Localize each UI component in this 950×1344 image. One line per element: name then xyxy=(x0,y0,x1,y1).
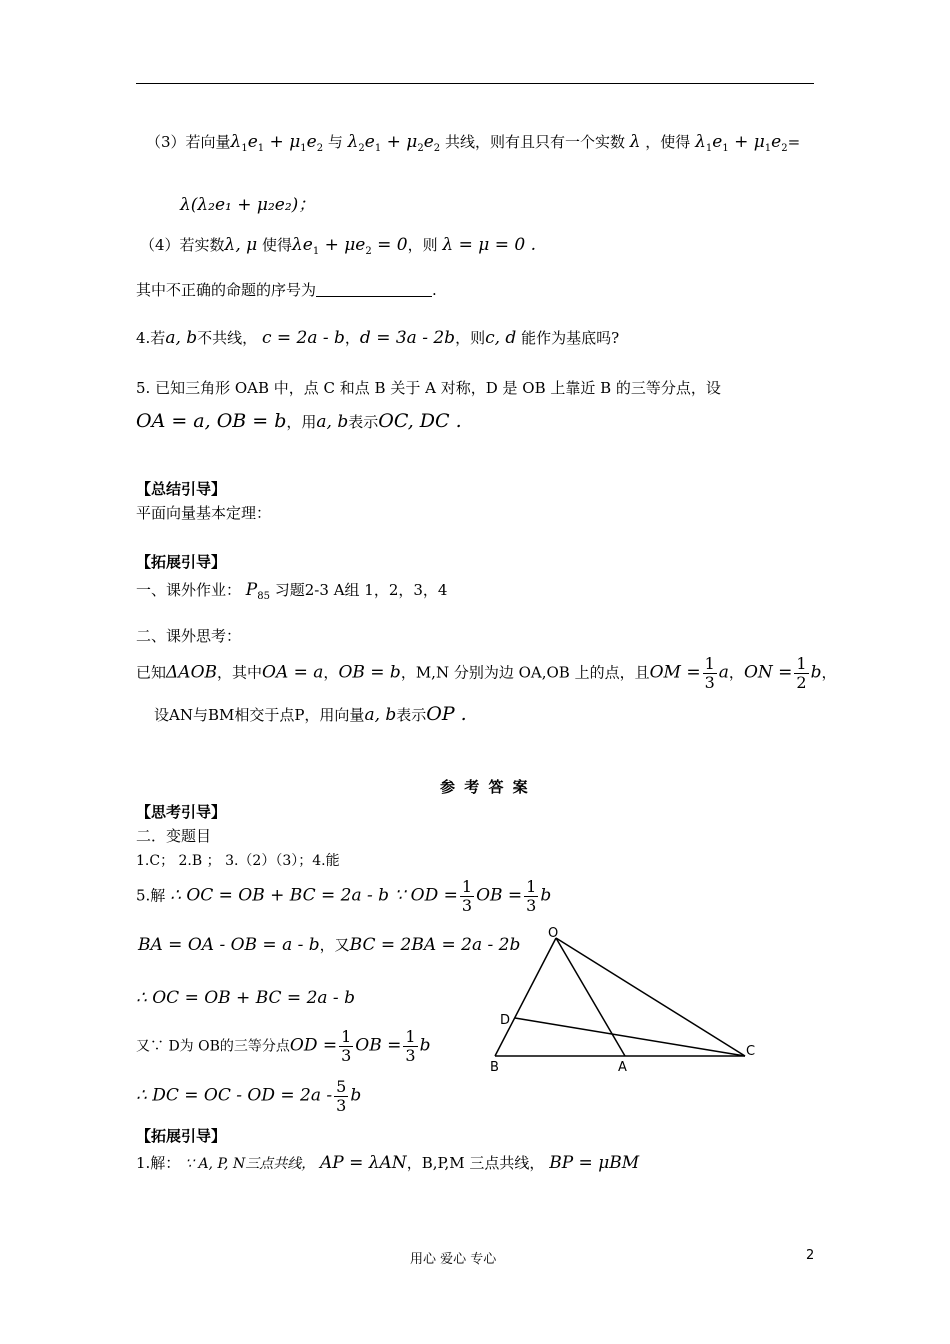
label-C: C xyxy=(746,1044,756,1059)
think-problem-line1: 已知ΔAOB，其中OA = a，OB = b，M,N 分别为边 OA,OB 上的点，且OM = $\frac{1}{3}$ a，ON = $\frac{1}{2}$ b， xyxy=(136,654,837,692)
answers-title: 参 考 答 案 xyxy=(440,778,530,796)
homework-line: 一、课外作业： $P_{85}$ 习题2-3 A组 1，2，3，4 xyxy=(136,580,448,602)
label-D: D xyxy=(500,1013,511,1028)
header-rule xyxy=(136,83,814,84)
answer-5-line2: BA = OA - OB = a - b，又BC = 2BA = 2a - 2b xyxy=(138,935,521,955)
label-O: O xyxy=(548,926,559,941)
label-B: B xyxy=(490,1060,499,1075)
answer-5-line3: ∴ OC = OB + BC = 2a - b xyxy=(136,988,355,1008)
page-number: 2 xyxy=(806,1248,815,1263)
answer-5-line4: 又∵ D为 OB的三等分点OD = $\frac{1}{3}$ OB = $\frac{1}{3}$ b xyxy=(136,1027,431,1065)
item-3-line2: λ(λ₂e₁ + μ₂e₂)； xyxy=(180,195,316,215)
answer-5-line5: ∴ DC = OC - OD = 2a - $\frac{5}{3}$ b xyxy=(136,1077,362,1115)
think-heading: 二、课外思考： xyxy=(136,627,242,645)
think-problem-line2: 设AN与BM相交于点P，用向量a, b表示OP . xyxy=(154,703,467,725)
edge-OC xyxy=(556,938,745,1056)
label-A: A xyxy=(618,1060,627,1075)
summary-heading: 【总结引导】 xyxy=(136,480,227,498)
extend-heading: 【拓展引导】 xyxy=(136,553,227,571)
edge-OA xyxy=(556,938,625,1056)
question-5-line1: 5. 已知三角形 OAB 中，点 C 和点 B 关于 A 对称，D 是 OB 上靠近 B 的三等分点，设 xyxy=(136,379,721,397)
answers-line-1: 1.C； 2.B ； 3.（2）（3）；4.能 xyxy=(136,853,340,869)
edge-OB xyxy=(495,938,556,1056)
question-5-line2: OA = a, OB = b，用a, b表示OC, DC . xyxy=(136,410,462,432)
edge-DC xyxy=(515,1018,745,1056)
answers-variant-heading: 二．变题目 xyxy=(136,827,212,845)
triangle-diagram xyxy=(488,925,768,1080)
footer-text: 用心 爱心 专心 xyxy=(410,1252,497,1267)
answers-think-heading: 【思考引导】 xyxy=(136,803,227,821)
answer-5-line1: 5.解 ∴ OC = OB + BC = 2a - b ∵ OD = $\frac{1}{3}$ OB = $\frac{1}{3}$ b xyxy=(136,877,552,915)
item-4: （4）若实数λ, μ 使得$\lambda e_1 + \mu e_2 = 0$，则 λ = μ = 0 . xyxy=(140,235,536,257)
answer-extend-line: 1.解： ∵ A, P, N三点共线， AP = λAN，B,P,M 三点共线， BP = μBM xyxy=(136,1153,640,1173)
wrong-statement-question: 其中不正确的命题的序号为 . xyxy=(136,281,437,299)
question-4: 4.若a, b不共线， c = 2a - b，d = 3a - 2b，则c, d 能作为基底吗? xyxy=(136,328,620,348)
answer-blank[interactable] xyxy=(316,282,432,297)
item-3-line1: （3）若向量$\lambda_1e_1 + \mu_1e_2$ 与 $\lambda_2e_1 + \mu_2e_2$ 共线，则有且只有一个实数 λ ，使得 $\lambda_1e_1 + \mu_1e_2=$ xyxy=(146,132,801,154)
summary-text: 平面向量基本定理： xyxy=(136,504,272,522)
answers-extend-heading: 【拓展引导】 xyxy=(136,1127,227,1145)
